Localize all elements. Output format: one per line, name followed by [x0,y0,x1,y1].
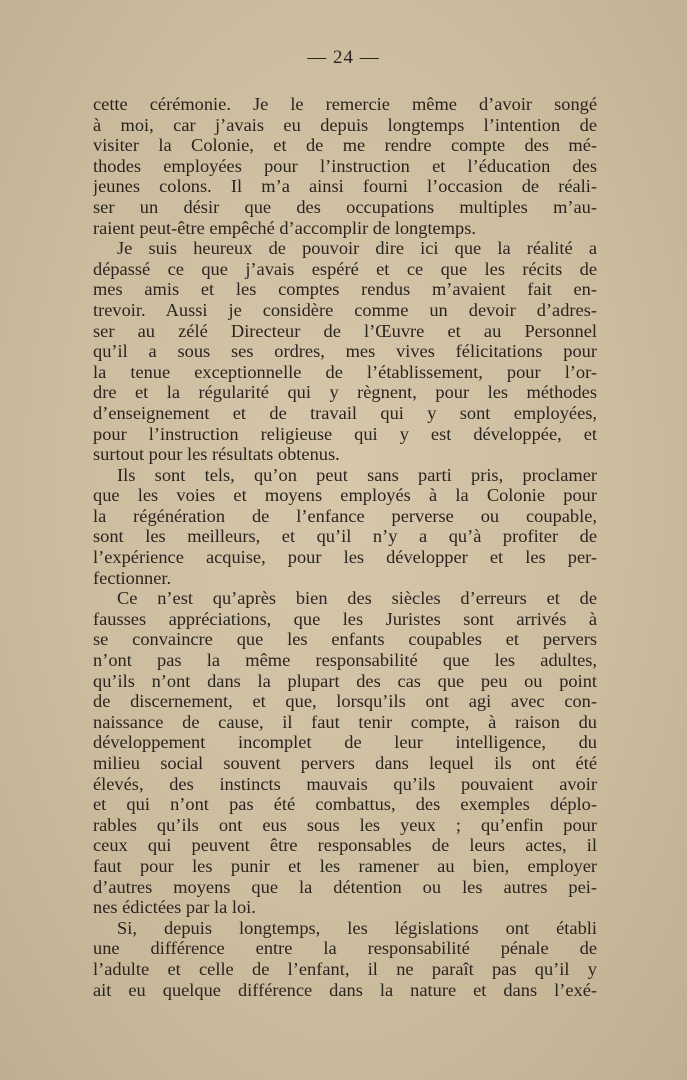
text-line: d’autres moyens que la détention ou les autres pei- [93,876,597,897]
text-line: élevés, des instincts mauvais qu’ils pouvaient avoir [93,773,597,794]
text-line: la tenue exceptionnelle de l’établissement, pour l’or- [93,361,597,382]
text-line: ser au zélé Directeur de l’Œuvre et au Personnel [93,320,597,341]
text-line: fausses appréciations, que les Juristes sont arrivés à [93,608,597,629]
text-line: pour l’instruction religieuse qui y est développée, et [93,423,597,444]
text-line: cette cérémonie. Je le remercie même d’avoir songé [93,94,597,114]
text-line: trevoir. Aussi je considère comme un devoir d’adres- [93,299,597,320]
text-line: se convaincre que les enfants coupables et pervers [93,629,597,650]
text-line: que les voies et moyens employés à la Colonie pour [93,485,597,506]
text-line: faut pour les punir et les ramener au bien, employer [93,855,597,876]
text-line: Ce n’est qu’après bien des siècles d’erreurs et de [117,588,597,609]
text-line: thodes employées pour l’instruction et l’éducation des [93,155,597,176]
text-line: Si, depuis longtemps, les législations ont établi [117,917,597,938]
text-line: milieu social souvent pervers dans lequel ils ont été [93,753,597,773]
text-line: visiter la Colonie, et de me rendre compte des mé- [93,135,597,156]
body-text [93,94,597,1000]
page-number: — 24 — [307,47,380,68]
text-line: à moi, car j’avais eu depuis longtemps l’intention de [93,114,597,135]
text-line: ait eu quelque différence dans la nature et dans l’exé- [93,979,597,1000]
text-line: ceux qui peuvent être responsables de leurs actes, il [93,835,597,856]
text-line: jeunes colons. Il m’a ainsi fourni l’occasion de réali- [93,176,597,197]
text-line: naissance de cause, il faut tenir compte, à raison du [93,711,597,732]
text-line: une différence entre la responsabilité pénale de [93,938,597,959]
text-line: n’ont pas la même responsabilité que les adultes, [93,650,597,671]
text-line: surtout pour les résultats obtenus. [93,444,340,465]
text-line: l’adulte et celle de l’enfant, il ne paraît pas qu’il y [93,958,597,979]
text-line: mes amis et les comptes rendus m’avaient fait en- [93,279,597,300]
text-line: l’expérience acquise, pour les développer et les per- [93,547,597,568]
text-line: dépassé ce que j’avais espéré et ce que les récits de [93,258,597,279]
text-line: nes édictées par la loi. [93,897,256,918]
text-line: d’enseignement et de travail qui y sont employées, [93,402,597,423]
text-line: sont les meilleurs, et qu’il n’y a qu’à profiter de [93,526,597,547]
text-line: rables qu’ils ont eus sous les yeux ; qu’enfin pour [93,814,597,835]
text-line: qu’ils n’ont dans la plupart des cas que peu ou point [93,670,597,691]
text-line: qu’il a sous ses ordres, mes vives félicitations pour [93,341,597,362]
text-line: de discernement, et que, lorsqu’ils ont agi avec con- [93,691,597,712]
text-line: raient peut-être empêché d’accomplir de longtemps. [93,217,476,238]
text-line: dre et la régularité qui y règnent, pour les méthodes [93,382,597,403]
text-line: et qui n’ont pas été combattus, des exemples déplo- [93,794,597,815]
text-line: Je suis heureux de pouvoir dire ici que la réalité a [117,238,597,259]
text-line: Ils sont tels, qu’on peut sans parti pris, proclamer [117,464,597,485]
text-line: ser un désir que des occupations multiples m’au- [93,196,597,217]
text-line: développement incomplet de leur intelligence, du [93,732,597,753]
text-line: la régénération de l’enfance perverse ou coupable, [93,505,597,526]
text-line: fectionner. [93,567,172,588]
